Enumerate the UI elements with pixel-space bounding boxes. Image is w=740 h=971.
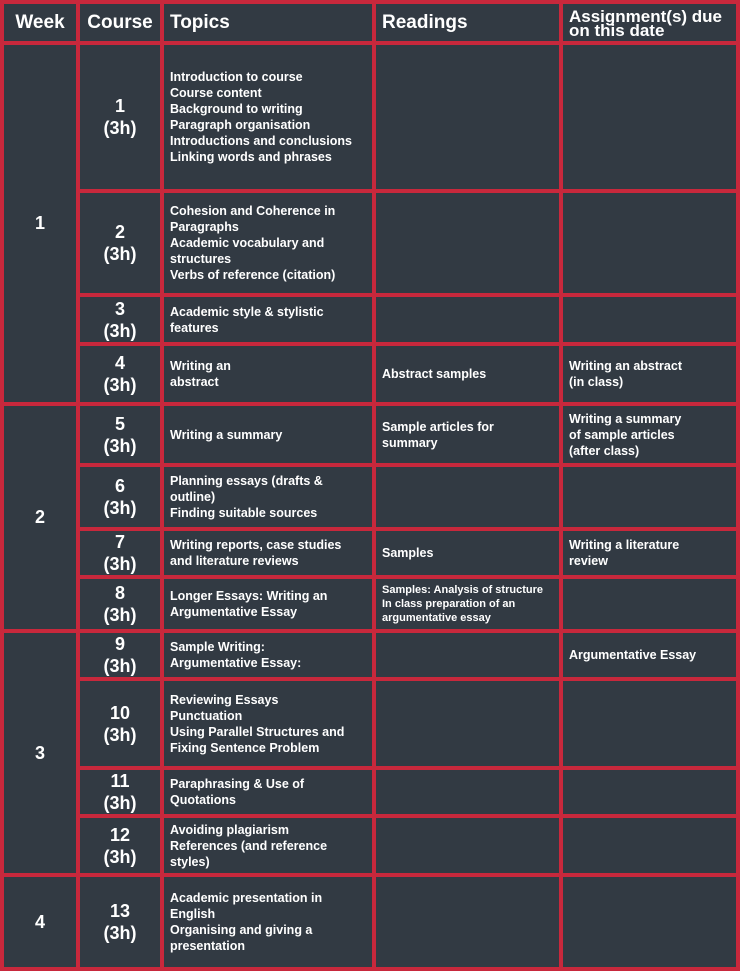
assignments-cell [563, 406, 736, 463]
topics-cell [164, 531, 372, 575]
course-number: 6 [114, 476, 125, 496]
course-row [4, 193, 736, 293]
course-cell [80, 467, 160, 527]
assignments-cell [563, 818, 736, 873]
topics-cell-line: Academic presentation in [170, 891, 323, 905]
course-number: 4 [114, 353, 125, 373]
assignments-cell-line: Writing an abstract [569, 359, 682, 373]
course-row [4, 406, 736, 463]
readings-cell [376, 877, 559, 967]
course-number: 10 [109, 702, 131, 723]
topics-cell [164, 818, 372, 873]
course-cell [80, 770, 160, 814]
topics-cell-line: Writing reports, case studies [170, 538, 342, 552]
topics-cell-line: Linking words and phrases [170, 150, 332, 164]
week-cell: 2 [4, 406, 76, 629]
readings-cell-line: Samples [382, 546, 434, 560]
topics-cell-line: Finding suitable sources [170, 506, 318, 520]
assignments-cell [563, 579, 736, 629]
topics-cell [164, 579, 372, 629]
topics-cell-line: Writing a summary [170, 427, 283, 442]
course-hours: (3h) [103, 554, 137, 574]
topics-cell-line: Paragraph organisation [170, 118, 311, 132]
topics-cell-line: Background to writing [170, 102, 303, 116]
topics-cell [164, 467, 372, 527]
course-row [4, 681, 736, 766]
readings-cell [376, 467, 559, 527]
course-number: 2 [114, 222, 125, 242]
readings-cell [376, 681, 559, 766]
course-number: 3 [114, 298, 125, 319]
topics-cell-line: Course content [170, 86, 262, 100]
topics-cell-line: Cohesion and Coherence in [170, 204, 336, 218]
assignments-cell-line: Argumentative Essay [569, 648, 697, 662]
readings-cell [376, 633, 559, 677]
course-cell [80, 818, 160, 873]
topics-cell [164, 193, 372, 293]
readings-cell [376, 45, 559, 189]
schedule-body [4, 45, 736, 967]
topics-cell [164, 877, 372, 967]
assignments-cell-line: Writing a summary [569, 411, 682, 426]
topics-cell-line: Introduction to course [170, 70, 303, 84]
readings-cell [376, 193, 559, 293]
header-assignments: Assignment(s) due on this date [563, 4, 736, 41]
course-number: 13 [109, 901, 131, 921]
course-number: 12 [109, 824, 131, 845]
topics-cell-line: Planning essays (drafts & [170, 474, 323, 488]
topics-cell-line: styles) [170, 854, 210, 869]
course-cell [80, 297, 160, 342]
topics-cell-line: abstract [170, 375, 219, 389]
course-row [4, 346, 736, 402]
topics-cell [164, 297, 372, 342]
topics-cell-line: structures [170, 252, 232, 266]
course-row [4, 770, 736, 814]
readings-cell [376, 770, 559, 814]
course-hours: (3h) [103, 118, 137, 138]
course-cell [80, 193, 160, 293]
topics-cell [164, 770, 372, 814]
course-hours: (3h) [103, 244, 137, 264]
course-row [4, 818, 736, 873]
course-cell [80, 346, 160, 402]
assignments-cell [563, 877, 736, 967]
assignments-cell-line: (after class) [569, 443, 640, 458]
assignments-cell [563, 297, 736, 342]
topics-cell-line: Sample Writing: [170, 640, 265, 654]
course-cell [80, 406, 160, 463]
topics-cell-line: Reviewing Essays [170, 692, 279, 707]
readings-cell-line: In class preparation of an [382, 598, 516, 610]
course-row [4, 297, 736, 342]
course-number: 9 [114, 634, 125, 654]
course-cell [80, 877, 160, 967]
topics-cell-line: English [170, 907, 216, 921]
topics-cell-line: Academic style & stylistic [170, 304, 324, 319]
readings-cell [376, 406, 559, 463]
course-number: 8 [114, 583, 125, 603]
readings-cell-line: summary [382, 435, 438, 450]
assignments-cell [563, 770, 736, 814]
topics-cell-line: Introductions and conclusions [170, 134, 352, 148]
topics-cell-line: outline) [170, 490, 216, 504]
course-row [4, 531, 736, 575]
week-cell: 3 [4, 633, 76, 873]
assignments-cell [563, 531, 736, 575]
course-number: 5 [114, 413, 125, 434]
course-row [4, 877, 736, 967]
readings-cell-line: Abstract samples [382, 367, 487, 381]
course-hours: (3h) [103, 498, 137, 518]
assignments-cell [563, 681, 736, 766]
topics-cell-line: Longer Essays: Writing an [170, 589, 328, 603]
readings-cell [376, 346, 559, 402]
assignments-cell-line: (in class) [569, 375, 624, 389]
course-hours: (3h) [103, 923, 137, 943]
topics-cell [164, 346, 372, 402]
header-course: Course [80, 4, 160, 41]
course-row [4, 467, 736, 527]
topics-cell [164, 406, 372, 463]
readings-cell [376, 818, 559, 873]
week-cell: 4 [4, 877, 76, 967]
assignments-cell [563, 467, 736, 527]
topics-cell-line: Using Parallel Structures and [170, 724, 345, 739]
topics-cell-line: Organising and giving a [170, 923, 313, 937]
course-hours: (3h) [103, 435, 137, 456]
readings-cell-line: Sample articles for [382, 419, 494, 434]
header-readings: Readings [376, 4, 559, 41]
course-hours: (3h) [103, 656, 137, 676]
topics-cell [164, 681, 372, 766]
course-hours: (3h) [103, 320, 137, 341]
topics-cell-line: Fixing Sentence Problem [170, 740, 320, 755]
course-hours: (3h) [103, 724, 137, 745]
course-hours: (3h) [103, 375, 137, 395]
header-week: Week [4, 4, 76, 41]
course-number: 11 [110, 771, 130, 791]
week-cell: 1 [4, 45, 76, 402]
readings-cell [376, 297, 559, 342]
course-cell [80, 531, 160, 575]
course-hours: (3h) [103, 793, 137, 813]
topics-cell-line: Writing an [170, 359, 231, 373]
topics-cell-line: Paraphrasing & Use of [170, 777, 305, 791]
assignments-cell [563, 346, 736, 402]
course-cell [80, 633, 160, 677]
course-row [4, 633, 736, 677]
topics-cell-line: presentation [170, 939, 246, 953]
course-hours: (3h) [103, 846, 137, 867]
readings-cell [376, 531, 559, 575]
assignments-cell [563, 633, 736, 677]
topics-cell [164, 633, 372, 677]
course-row [4, 45, 736, 189]
course-cell [80, 681, 160, 766]
topics-cell [164, 45, 372, 189]
topics-cell-line: Punctuation [170, 708, 243, 723]
header-row [4, 4, 736, 41]
topics-cell-line: References (and reference [170, 838, 328, 853]
topics-cell-line: Verbs of reference (citation) [170, 268, 336, 282]
topics-cell-line: Avoiding plagiarism [170, 822, 290, 837]
topics-cell-line: Argumentative Essay: [170, 656, 302, 670]
topics-cell-line: Paragraphs [170, 220, 239, 234]
assignments-cell [563, 193, 736, 293]
course-row [4, 579, 736, 629]
course-cell [80, 45, 160, 189]
header-topics: Topics [164, 4, 372, 41]
course-hours: (3h) [103, 605, 137, 625]
assignments-cell-line: review [569, 554, 608, 568]
assignments-cell-line: Writing a literature [569, 538, 680, 552]
readings-cell [376, 579, 559, 629]
topics-cell-line: and literature reviews [170, 554, 299, 568]
readings-cell-line: Samples: Analysis of structure [382, 584, 543, 596]
course-number: 7 [114, 532, 125, 552]
course-number: 1 [114, 96, 125, 116]
topics-cell-line: Quotations [170, 793, 236, 807]
topics-cell-line: Academic vocabulary and [170, 236, 325, 250]
course-cell [80, 579, 160, 629]
assignments-cell [563, 45, 736, 189]
assignments-cell-line: of sample articles [569, 427, 675, 442]
topics-cell-line: Argumentative Essay [170, 605, 298, 619]
topics-cell-line: features [170, 320, 219, 335]
readings-cell-line: argumentative essay [382, 612, 491, 624]
